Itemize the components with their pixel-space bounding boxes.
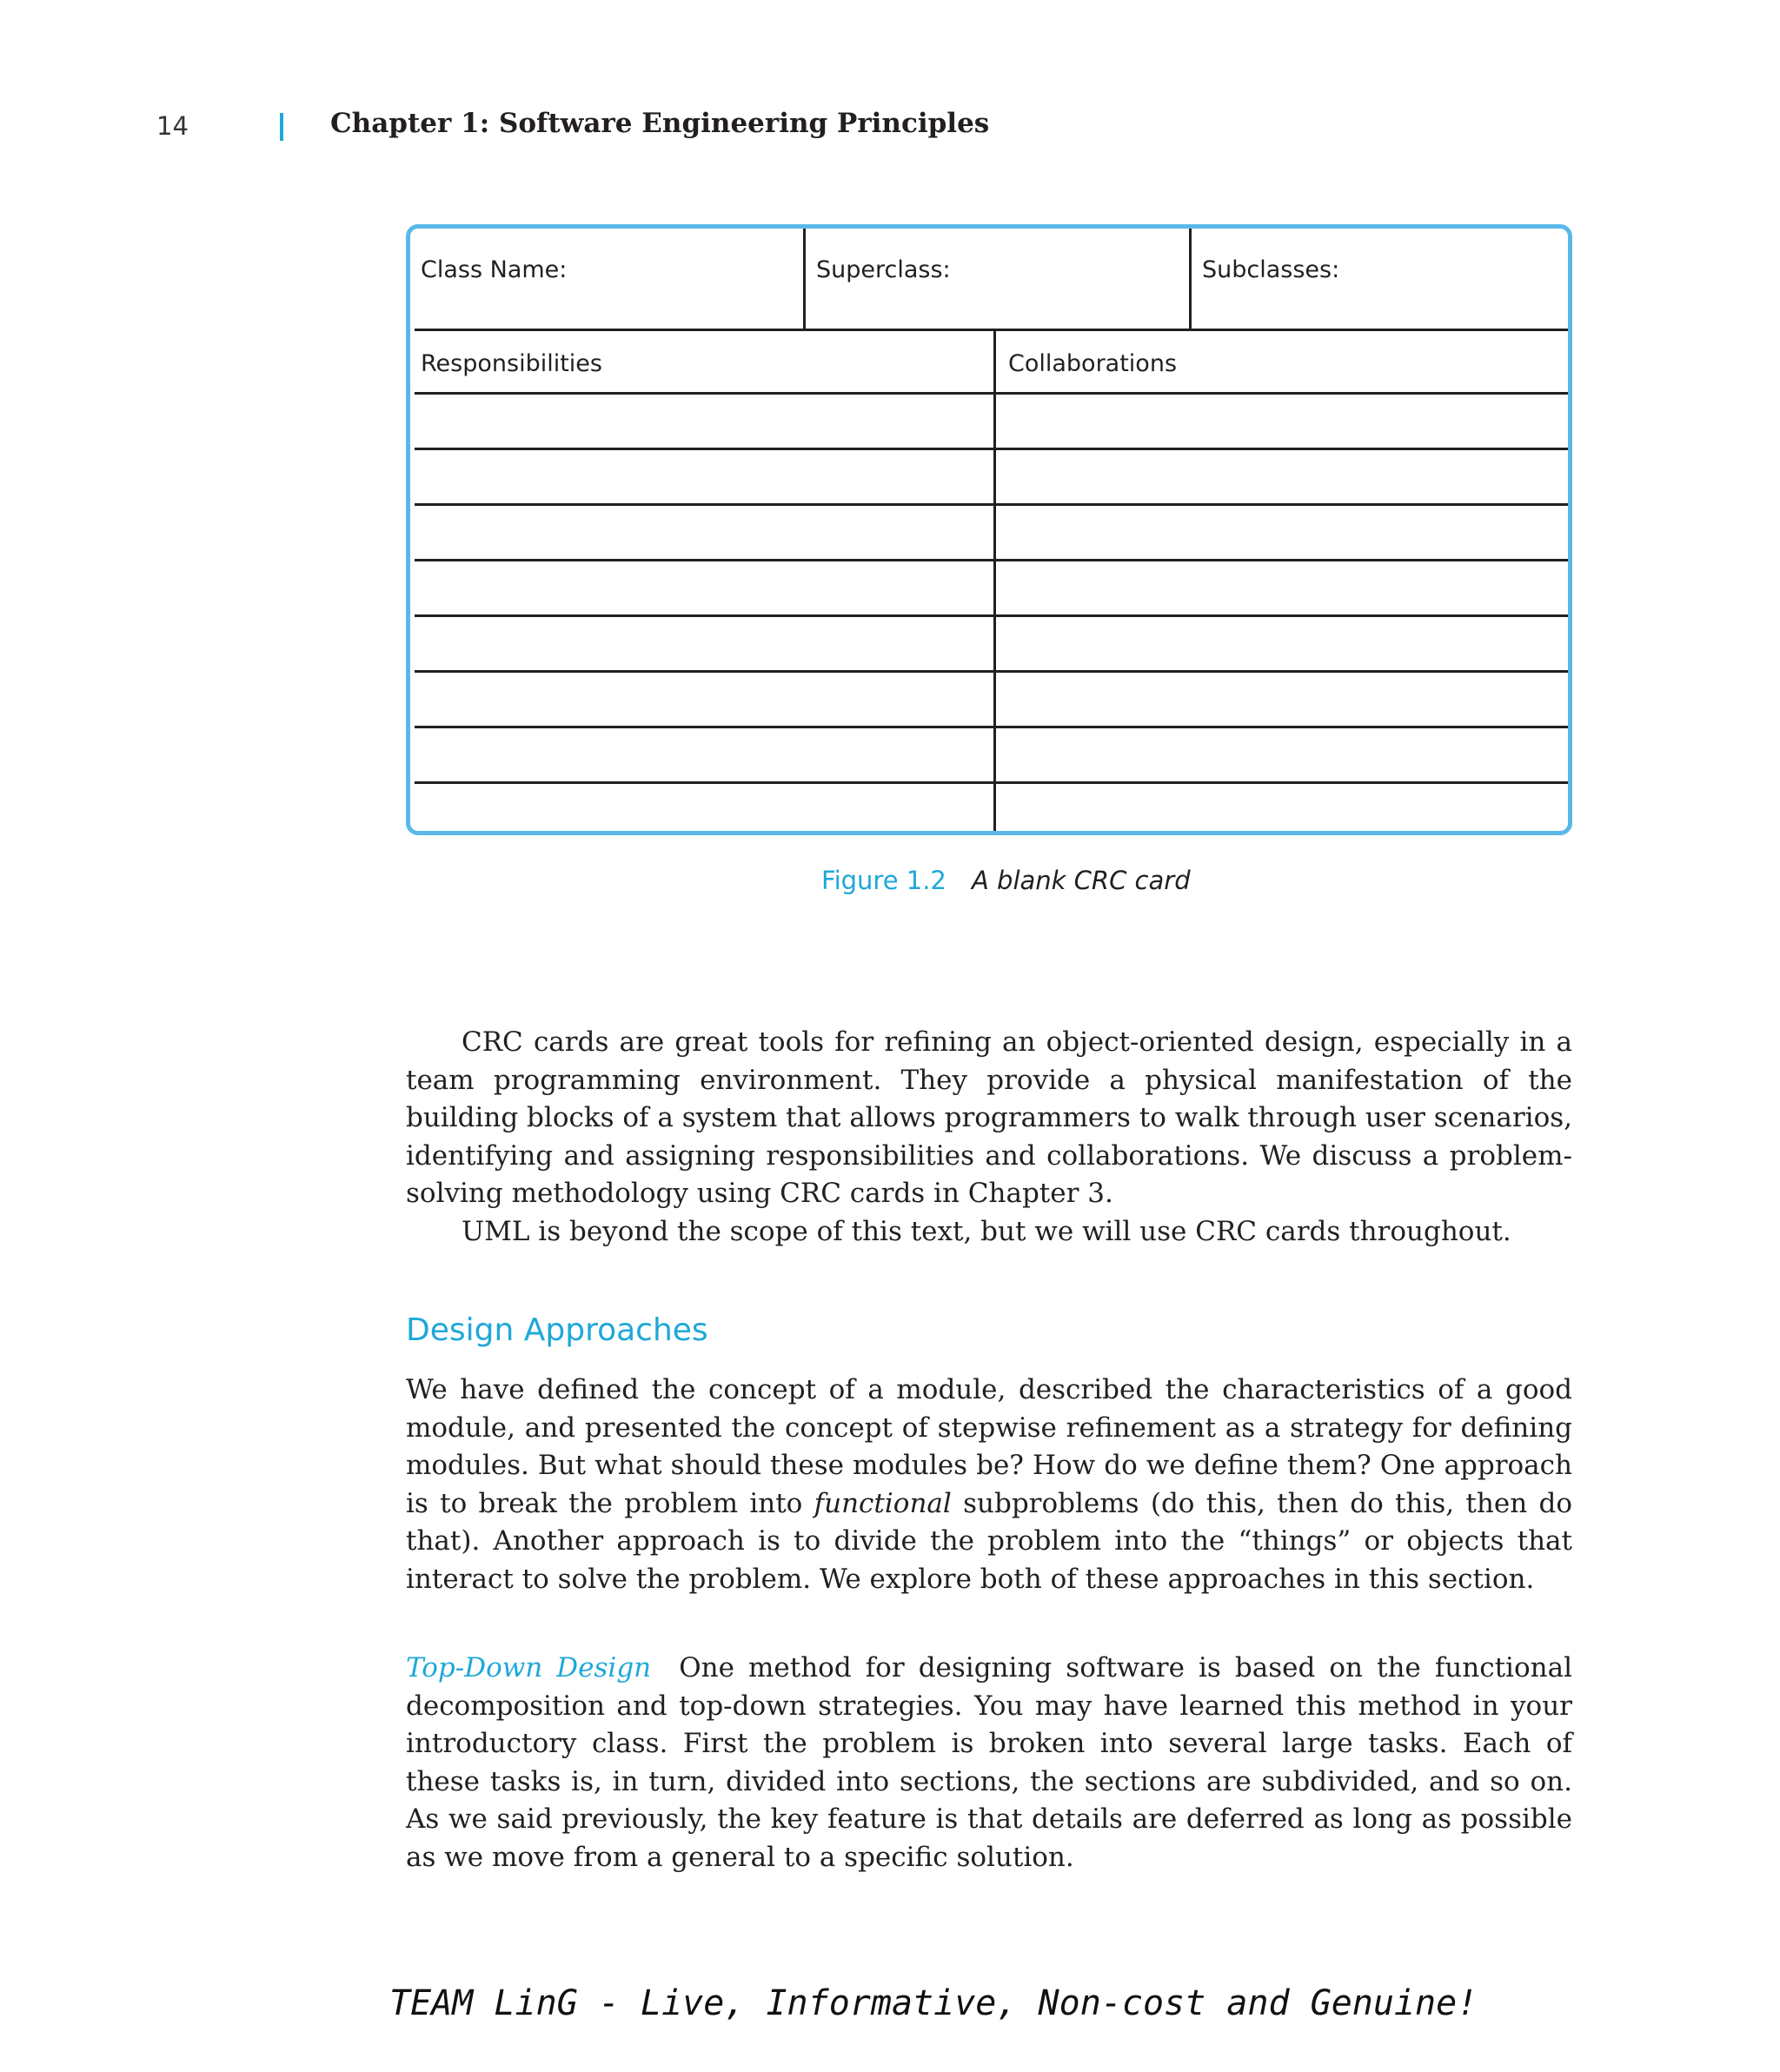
card-rule-7 [415, 726, 1568, 728]
card-rule-1 [415, 392, 1568, 395]
subheading-top-down: Top-Down Design [406, 1652, 652, 1684]
superclass-label: Superclass: [816, 256, 951, 283]
card-rule-4 [415, 559, 1568, 561]
subclasses-label: Subclasses: [1202, 256, 1340, 283]
collaborations-label: Collaborations [1008, 350, 1178, 377]
paragraph-text-start: We have defined the concept of a module, described the characteristics of a good module, and presented the concept of stepwise refinement as a strategy for defining modules. But what should these modules be? How do we define them? One approach is to break the problem into [406, 1374, 1572, 1519]
card-rule-header [415, 329, 1568, 331]
top-down-paragraph [406, 1650, 1572, 1876]
figure-caption-text: A blank CRC card [972, 866, 1191, 895]
card-divider-middle [993, 329, 996, 831]
responsibilities-label: Responsibilities [421, 350, 602, 377]
body-paragraphs [406, 1024, 1572, 1251]
card-rule-2 [415, 448, 1568, 450]
paragraph-top-down-text: One method for designing software is based on the functional decomposition and top-down strategies. You may have learned this method in your introductory class. First the problem is broken into several large tasks. Each of these tasks is, in turn, divided into sections, the sections are subdivided, and so on. As we said previously, the key feature is that details are deferred as long as possible as we move from a general to a specific solution. [406, 1652, 1572, 1873]
card-divider-top-1 [803, 229, 806, 331]
section-heading: Design Approaches [406, 1312, 708, 1348]
section-paragraph [406, 1371, 1572, 1598]
class-name-label: Class Name: [421, 256, 568, 283]
card-rule-5 [415, 614, 1568, 617]
paragraph-design-approaches [406, 1371, 1572, 1598]
paragraph-uml: UML is beyond the scope of this text, but we will use CRC cards throughout. [462, 1215, 1511, 1247]
paragraph-crc: CRC cards are great tools for refining an object-oriented design, especially in a team programming environment. They provide a physical manifestation of the building blocks of a system that allows programmers to walk through user scenarios, identifying and assigning responsibilities and collaborations. We discuss a problem-solving methodology using CRC cards in Chapter 3. [406, 1026, 1572, 1209]
card-rule-3 [415, 503, 1568, 506]
crc-card [406, 224, 1572, 835]
header-divider [280, 113, 283, 141]
figure-number: Figure 1.2 [821, 866, 946, 895]
page-number: 14 [156, 111, 189, 141]
card-rule-8 [415, 781, 1568, 784]
emphasis-functional: functional [814, 1487, 952, 1519]
running-head: Chapter 1: Software Engineering Principles [330, 108, 990, 139]
paragraph-top-down [406, 1650, 1572, 1876]
footer-watermark: TEAM LinG - Live, Informative, Non-cost and Genuine! [389, 1983, 1478, 2023]
card-rule-6 [415, 670, 1568, 673]
paragraph-text-end: subproblems (do this, then do this, then do that). Another approach is to divide the problem into the “things” or objects that interact to solve the problem. We explore both of these approaches in this section. [406, 1487, 1572, 1595]
card-divider-top-2 [1189, 229, 1192, 331]
